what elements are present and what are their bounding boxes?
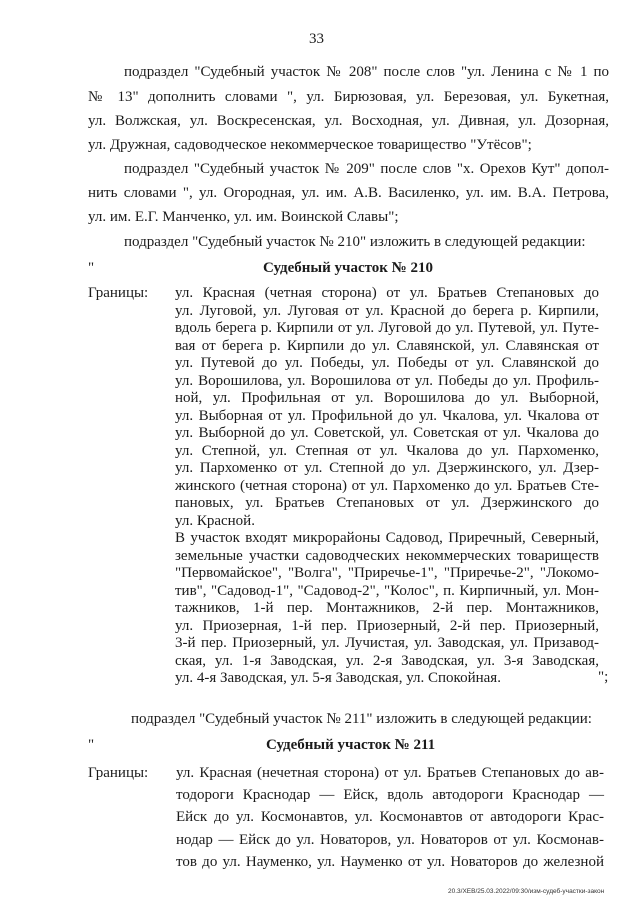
borders-text-line: ул. Луговой, ул. Луговая от ул. Красной до берега р. Кирпили, xyxy=(175,302,599,319)
paragraph-208-line-4: ул. Дружная, садоводческое некоммерческое товарищество "Утёсов"; xyxy=(88,137,532,153)
paragraph-208-line-2: № 13" дополнить словами ", ул. Бирюзовая, ул. Березовая, ул. Букетная, xyxy=(88,89,609,105)
section-210-borders-label: Границы: xyxy=(88,285,149,301)
borders-text-line: нодар — Ейск до ул. Новаторов, ул. Новаторов от ул. Космонав- xyxy=(176,831,604,848)
borders-text-line: тажников, 1-й пер. Монтажников, 2-й пер. Монтажников, xyxy=(175,600,599,616)
borders-text-line: Ейск до ул. Космонавтов, ул. Космонавтов от автодороги Крас- xyxy=(176,809,604,826)
borders-text-line: "Первомайское", "Волга", "Приречье-1", "Приречье-2", "Локомо- xyxy=(175,565,599,581)
borders-text-line: земельные участки садоводческих некоммерческих товариществ xyxy=(175,547,599,564)
paragraph-208-line-1: подраздел "Судебный участок № 208" после слов "ул. Ленина с № 1 по xyxy=(124,64,609,80)
section-210-title: Судебный участок № 210 xyxy=(263,260,434,276)
section-211-open-quote: " xyxy=(88,737,95,753)
document-footer-code: 20.3/ХЕВ/25.03.2022/09:30/изм-судеб-участки-закон xyxy=(448,888,605,895)
borders-text-line: ская, ул. 1-я Заводская, ул. 2-я Заводская, ул. 3-я Заводская, xyxy=(175,652,599,669)
borders-text-line: ной, ул. Профильная от ул. Ворошилова до ул. Выборной, xyxy=(175,390,599,406)
borders-text-line: ул. Ворошилова, ул. Ворошилова от ул. Победы до ул. Профиль- xyxy=(175,372,599,389)
borders-text-line: ул. Приозерная, 1-й пер. Приозерный, 2-й пер. Приозерный, xyxy=(175,617,599,634)
paragraph-211-intro: подраздел "Судебный участок № 211" изложить в следующей редакции: xyxy=(131,711,592,727)
borders-text-line: В участок входят микрорайоны Садовод, Приречный, Северный, xyxy=(175,530,599,546)
paragraph-208-line-3: ул. Волжская, ул. Воскресенская, ул. Восходная, ул. Дивная, ул. Дозорная, xyxy=(88,113,609,129)
section-211-title: Судебный участок № 211 xyxy=(266,737,436,753)
borders-text-line: ул. Красная (нечетная сторона) от ул. Братьев Степановых до ав- xyxy=(176,765,604,781)
section-210-close-quote: "; xyxy=(598,669,609,685)
borders-text-line: пановых, ул. Братьев Степановых от ул. Дзержинского до xyxy=(175,495,599,511)
paragraph-209-line-3: ул. им. Е.Г. Манченко, ул. им. Воинской Славы"; xyxy=(88,209,399,225)
borders-text-line: 3-й пер. Приозерный, ул. Лучистая, ул. Заводская, ул. Призавод- xyxy=(175,635,599,651)
borders-text-line: тодороги Краснодар — Ейск, вдоль автодороги Краснодар — xyxy=(176,787,604,804)
borders-text-line: тив", "Садовод-1", "Садовод-2", "Колос", п. Кирпичный, ул. Мон- xyxy=(175,582,599,599)
paragraph-209-line-1: подраздел "Судебный участок № 209" после слов "х. Орехов Кут" допол- xyxy=(124,161,609,177)
borders-text-line: вая от берега р. Кирпили до ул. Славянской, ул. Славянская от xyxy=(175,337,599,354)
borders-text-line: ул. Выборной до ул. Советской, ул. Советская от ул. Чкалова до xyxy=(175,425,599,441)
borders-text-line: жинского (четная сторона) от ул. Пархоменко до ул. Братьев Сте- xyxy=(175,477,599,494)
paragraph-209-line-2: нить словами ", ул. Огородная, ул. им. А.В. Василенко, ул. им. В.А. Петрова, xyxy=(88,185,609,201)
page-number: 33 xyxy=(309,31,324,47)
borders-text-line: тов до ул. Науменко, ул. Науменко от ул. Новаторов до железной xyxy=(176,853,604,870)
borders-text-line: ул. Степной, ул. Степная от ул. Чкалова до ул. Пархоменко, xyxy=(175,442,599,459)
borders-text-line: ул. Путевой до ул. Победы, ул. Победы от ул. Славянской до xyxy=(175,355,599,371)
paragraph-210-intro: подраздел "Судебный участок № 210" изложить в следующей редакции: xyxy=(124,234,586,250)
borders-text-line: ул. 4-я Заводская, ул. 5-я Заводская, ул. Спокойная. xyxy=(175,670,501,686)
borders-text-line: ул. Красная (четная сторона) от ул. Братьев Степановых до xyxy=(175,285,599,301)
borders-text-line: вдоль берега р. Кирпили от ул. Луговой до ул. Путевой, ул. Путе- xyxy=(175,320,599,336)
section-210-open-quote: " xyxy=(88,260,95,276)
borders-text-line: ул. Выборная от ул. Профильной до ул. Чкалова, ул. Чкалова от xyxy=(175,407,599,424)
borders-text-line: ул. Красной. xyxy=(175,512,255,529)
section-211-borders-label: Границы: xyxy=(88,765,149,781)
borders-text-line: ул. Пархоменко от ул. Степной до ул. Дзержинского, ул. Дзер- xyxy=(175,460,599,476)
